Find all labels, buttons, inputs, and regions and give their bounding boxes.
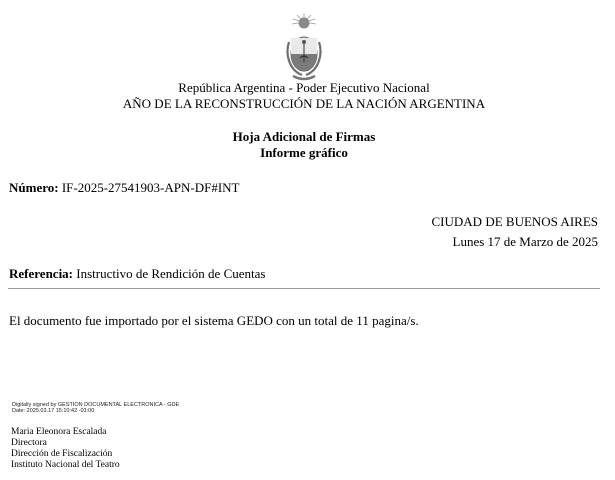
signer-department: Dirección de Fiscalización <box>11 449 113 459</box>
document-title: Hoja Adicional de Firmas <box>232 129 376 144</box>
document-subtitle: Informe gráfico <box>260 145 348 160</box>
numero-label: Número: <box>9 180 59 195</box>
signer-name: Maria Eleonora Escalada <box>11 427 107 437</box>
government-header-line: República Argentina - Poder Ejecutivo Nacional <box>178 80 430 95</box>
divider <box>8 288 600 289</box>
referencia-value: Instructivo de Rendición de Cuentas <box>76 266 266 281</box>
year-motto-line: AÑO DE LA RECONSTRUCCIÓN DE LA NACIÓN ARGENTINA <box>122 96 486 111</box>
signer-institution: Instituto Nacional del Teatro <box>11 460 120 470</box>
digital-signature-date: Date: 2025.03.17 15:10:42 -03:00 <box>12 408 95 414</box>
date: Lunes 17 de Marzo de 2025 <box>452 234 598 249</box>
digital-signature-line: Digitally signed by GESTION DOCUMENTAL ELECTRONICA - GDE <box>12 402 180 408</box>
argentina-coat-of-arms-icon <box>283 12 325 84</box>
referencia-row <box>9 266 265 281</box>
numero-value: IF-2025-27541903-APN-DF#INT <box>61 180 240 195</box>
numero-row <box>9 180 240 195</box>
body-text: El documento fue importado por el sistema GEDO con un total de 11 pagina/s. <box>9 313 419 328</box>
city: CIUDAD DE BUENOS AIRES <box>431 214 598 229</box>
signer-role: Directora <box>11 438 47 448</box>
referencia-label: Referencia: <box>9 266 74 281</box>
